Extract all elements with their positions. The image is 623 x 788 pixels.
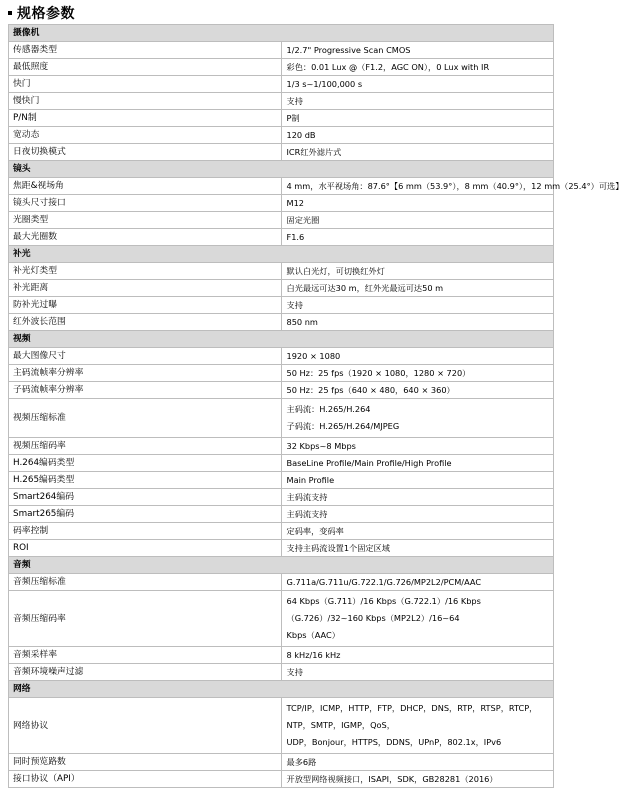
spec-value-line: 8 kHz/16 kHz xyxy=(287,650,341,660)
spec-row xyxy=(9,455,554,472)
spec-value-line: 支持 xyxy=(287,667,303,677)
spec-value xyxy=(281,754,554,771)
spec-value-line: 50 Hz：25 fps（1920 × 1080，1280 × 720） xyxy=(287,368,471,378)
spec-row xyxy=(9,472,554,489)
spec-value-line: 默认白光灯，可切换红外灯 xyxy=(287,266,385,276)
spec-value-line: 850 nm xyxy=(287,317,318,327)
spec-value xyxy=(281,178,554,195)
spec-value-line: 子码流：H.265/H.264/MJPEG xyxy=(287,418,554,435)
section-header xyxy=(9,331,554,348)
spec-label: 日夜切换模式 xyxy=(9,144,282,161)
spec-value-line: 120 dB xyxy=(287,130,316,140)
spec-value-line: 主码流支持 xyxy=(287,509,328,519)
section-title: 视频 xyxy=(9,331,554,348)
spec-row xyxy=(9,574,554,591)
spec-label: 网络协议 xyxy=(9,698,282,754)
spec-value-line: 定码率，变码率 xyxy=(287,526,344,536)
spec-value xyxy=(281,229,554,246)
spec-row xyxy=(9,314,554,331)
spec-row xyxy=(9,399,554,438)
spec-value-line: 32 Kbps~8 Mbps xyxy=(287,441,356,451)
spec-value xyxy=(281,771,554,788)
section-title: 补光 xyxy=(9,246,554,263)
spec-row xyxy=(9,754,554,771)
spec-label: 慢快门 xyxy=(9,93,282,110)
spec-label: 防补光过曝 xyxy=(9,297,282,314)
spec-label: Smart264编码 xyxy=(9,489,282,506)
spec-value xyxy=(281,574,554,591)
spec-label: 同时预览路数 xyxy=(9,754,282,771)
spec-value xyxy=(281,365,554,382)
spec-value-line: UDP，Bonjour，HTTPS，DDNS，UPnP，802.1x，IPv6 xyxy=(287,734,554,751)
spec-value-line: 支持 xyxy=(287,96,303,106)
spec-value xyxy=(281,263,554,280)
spec-row xyxy=(9,523,554,540)
spec-row xyxy=(9,93,554,110)
spec-value xyxy=(281,489,554,506)
spec-table xyxy=(8,24,554,788)
spec-value xyxy=(281,110,554,127)
spec-value xyxy=(281,506,554,523)
spec-row xyxy=(9,144,554,161)
spec-value xyxy=(281,664,554,681)
spec-label: 音频压缩码率 xyxy=(9,591,282,647)
spec-value-line: 白光最远可达30 m，红外光最远可达50 m xyxy=(287,283,444,293)
spec-value-line: 支持主码流设置1个固定区域 xyxy=(287,543,390,553)
section-title: 音频 xyxy=(9,557,554,574)
spec-label: 补光距离 xyxy=(9,280,282,297)
spec-row xyxy=(9,42,554,59)
spec-value xyxy=(281,127,554,144)
spec-value xyxy=(281,348,554,365)
spec-value-line: F1.6 xyxy=(287,232,305,242)
spec-row xyxy=(9,382,554,399)
spec-row xyxy=(9,771,554,788)
spec-row xyxy=(9,297,554,314)
spec-label: P/N制 xyxy=(9,110,282,127)
spec-row xyxy=(9,540,554,557)
spec-value-line: 主码流支持 xyxy=(287,492,328,502)
page-title: 规格参数 xyxy=(17,3,75,23)
spec-value-line: 50 Hz：25 fps（640 × 480，640 × 360） xyxy=(287,385,455,395)
spec-label: 最大光圈数 xyxy=(9,229,282,246)
spec-row xyxy=(9,698,554,754)
spec-row xyxy=(9,59,554,76)
spec-value-line: 1/3 s~1/100,000 s xyxy=(287,79,363,89)
spec-value xyxy=(281,591,554,647)
spec-value xyxy=(281,399,554,438)
section-header xyxy=(9,681,554,698)
spec-value-line: TCP/IP，ICMP，HTTP，FTP，DHCP，DNS，RTP，RTSP，RTCP，NTP，SMTP，IGMP，QoS， xyxy=(287,700,554,734)
section-header xyxy=(9,161,554,178)
spec-value-line: Main Profile xyxy=(287,475,335,485)
spec-row xyxy=(9,647,554,664)
spec-value-line: BaseLine Profile/Main Profile/High Profile xyxy=(287,458,452,468)
spec-row xyxy=(9,76,554,93)
spec-row xyxy=(9,365,554,382)
section-title: 网络 xyxy=(9,681,554,698)
spec-value xyxy=(281,144,554,161)
spec-label: 最大图像尺寸 xyxy=(9,348,282,365)
spec-row xyxy=(9,127,554,144)
spec-value xyxy=(281,212,554,229)
spec-value xyxy=(281,76,554,93)
spec-value-line: 1920 × 1080 xyxy=(287,351,341,361)
spec-label: 红外波长范围 xyxy=(9,314,282,331)
spec-label: 焦距&视场角 xyxy=(9,178,282,195)
spec-value-line: 开放型网络视频接口，ISAPI，SDK，GB28281（2016） xyxy=(287,774,498,784)
spec-row xyxy=(9,280,554,297)
spec-label: 接口协议（API） xyxy=(9,771,282,788)
spec-value-line: ICR红外滤片式 xyxy=(287,147,342,157)
spec-value-line: 彩色：0.01 Lux @（F1.2，AGC ON），0 Lux with IR xyxy=(287,62,490,72)
section-title: 摄像机 xyxy=(9,25,554,42)
spec-label: 补光灯类型 xyxy=(9,263,282,280)
spec-value xyxy=(281,438,554,455)
spec-value-line: P制 xyxy=(287,113,300,123)
spec-value xyxy=(281,297,554,314)
spec-row xyxy=(9,212,554,229)
spec-row xyxy=(9,195,554,212)
spec-label: 音频采样率 xyxy=(9,647,282,664)
spec-label: 传感器类型 xyxy=(9,42,282,59)
spec-value xyxy=(281,523,554,540)
spec-label: H.265编码类型 xyxy=(9,472,282,489)
spec-row xyxy=(9,178,554,195)
spec-value-line: 1/2.7" Progressive Scan CMOS xyxy=(287,45,411,55)
spec-value-line: 固定光圈 xyxy=(287,215,320,225)
spec-value-line: M12 xyxy=(287,198,304,208)
spec-label: 光圈类型 xyxy=(9,212,282,229)
spec-value xyxy=(281,472,554,489)
spec-value-line: 64 Kbps（G.711）/16 Kbps（G.722.1）/16 Kbps（G.726）/32~160 Kbps（MP2L2）/16~64 xyxy=(287,593,554,627)
spec-row xyxy=(9,229,554,246)
spec-value-line: 支持 xyxy=(287,300,303,310)
spec-value xyxy=(281,455,554,472)
spec-row xyxy=(9,438,554,455)
section-header xyxy=(9,246,554,263)
spec-label: 镜头尺寸接口 xyxy=(9,195,282,212)
spec-label: 快门 xyxy=(9,76,282,93)
spec-value xyxy=(281,382,554,399)
spec-label: 视频压缩标准 xyxy=(9,399,282,438)
spec-label: 视频压缩码率 xyxy=(9,438,282,455)
spec-label: 最低照度 xyxy=(9,59,282,76)
bullet-icon xyxy=(8,11,12,15)
spec-value xyxy=(281,59,554,76)
spec-row xyxy=(9,489,554,506)
spec-label: 音频环境噪声过滤 xyxy=(9,664,282,681)
spec-label: 主码流帧率分辨率 xyxy=(9,365,282,382)
spec-value xyxy=(281,647,554,664)
spec-label: H.264编码类型 xyxy=(9,455,282,472)
spec-value-line: 4 mm，水平视场角：87.6°【6 mm（53.9°），8 mm（40.9°），12 mm（25.4°）可选】 xyxy=(287,181,623,191)
spec-value xyxy=(281,93,554,110)
spec-value xyxy=(281,314,554,331)
spec-row xyxy=(9,591,554,647)
spec-label: 子码流帧率分辨率 xyxy=(9,382,282,399)
spec-value-line: 最多6路 xyxy=(287,757,317,767)
spec-value-line: 主码流：H.265/H.264 xyxy=(287,401,554,418)
spec-label: 宽动态 xyxy=(9,127,282,144)
spec-row xyxy=(9,110,554,127)
section-header xyxy=(9,25,554,42)
page-title-block xyxy=(8,2,75,24)
spec-value xyxy=(281,540,554,557)
spec-value-line: Kbps（AAC） xyxy=(287,627,554,644)
spec-label: Smart265编码 xyxy=(9,506,282,523)
spec-row xyxy=(9,263,554,280)
section-title: 镜头 xyxy=(9,161,554,178)
section-header xyxy=(9,557,554,574)
spec-label: 码率控制 xyxy=(9,523,282,540)
spec-value xyxy=(281,42,554,59)
spec-value xyxy=(281,280,554,297)
spec-label: 音频压缩标准 xyxy=(9,574,282,591)
spec-row xyxy=(9,506,554,523)
spec-label: ROI xyxy=(9,540,282,557)
spec-row xyxy=(9,348,554,365)
spec-value xyxy=(281,698,554,754)
spec-value-line: G.711a/G.711u/G.722.1/G.726/MP2L2/PCM/AAC xyxy=(287,577,482,587)
spec-value xyxy=(281,195,554,212)
spec-row xyxy=(9,664,554,681)
